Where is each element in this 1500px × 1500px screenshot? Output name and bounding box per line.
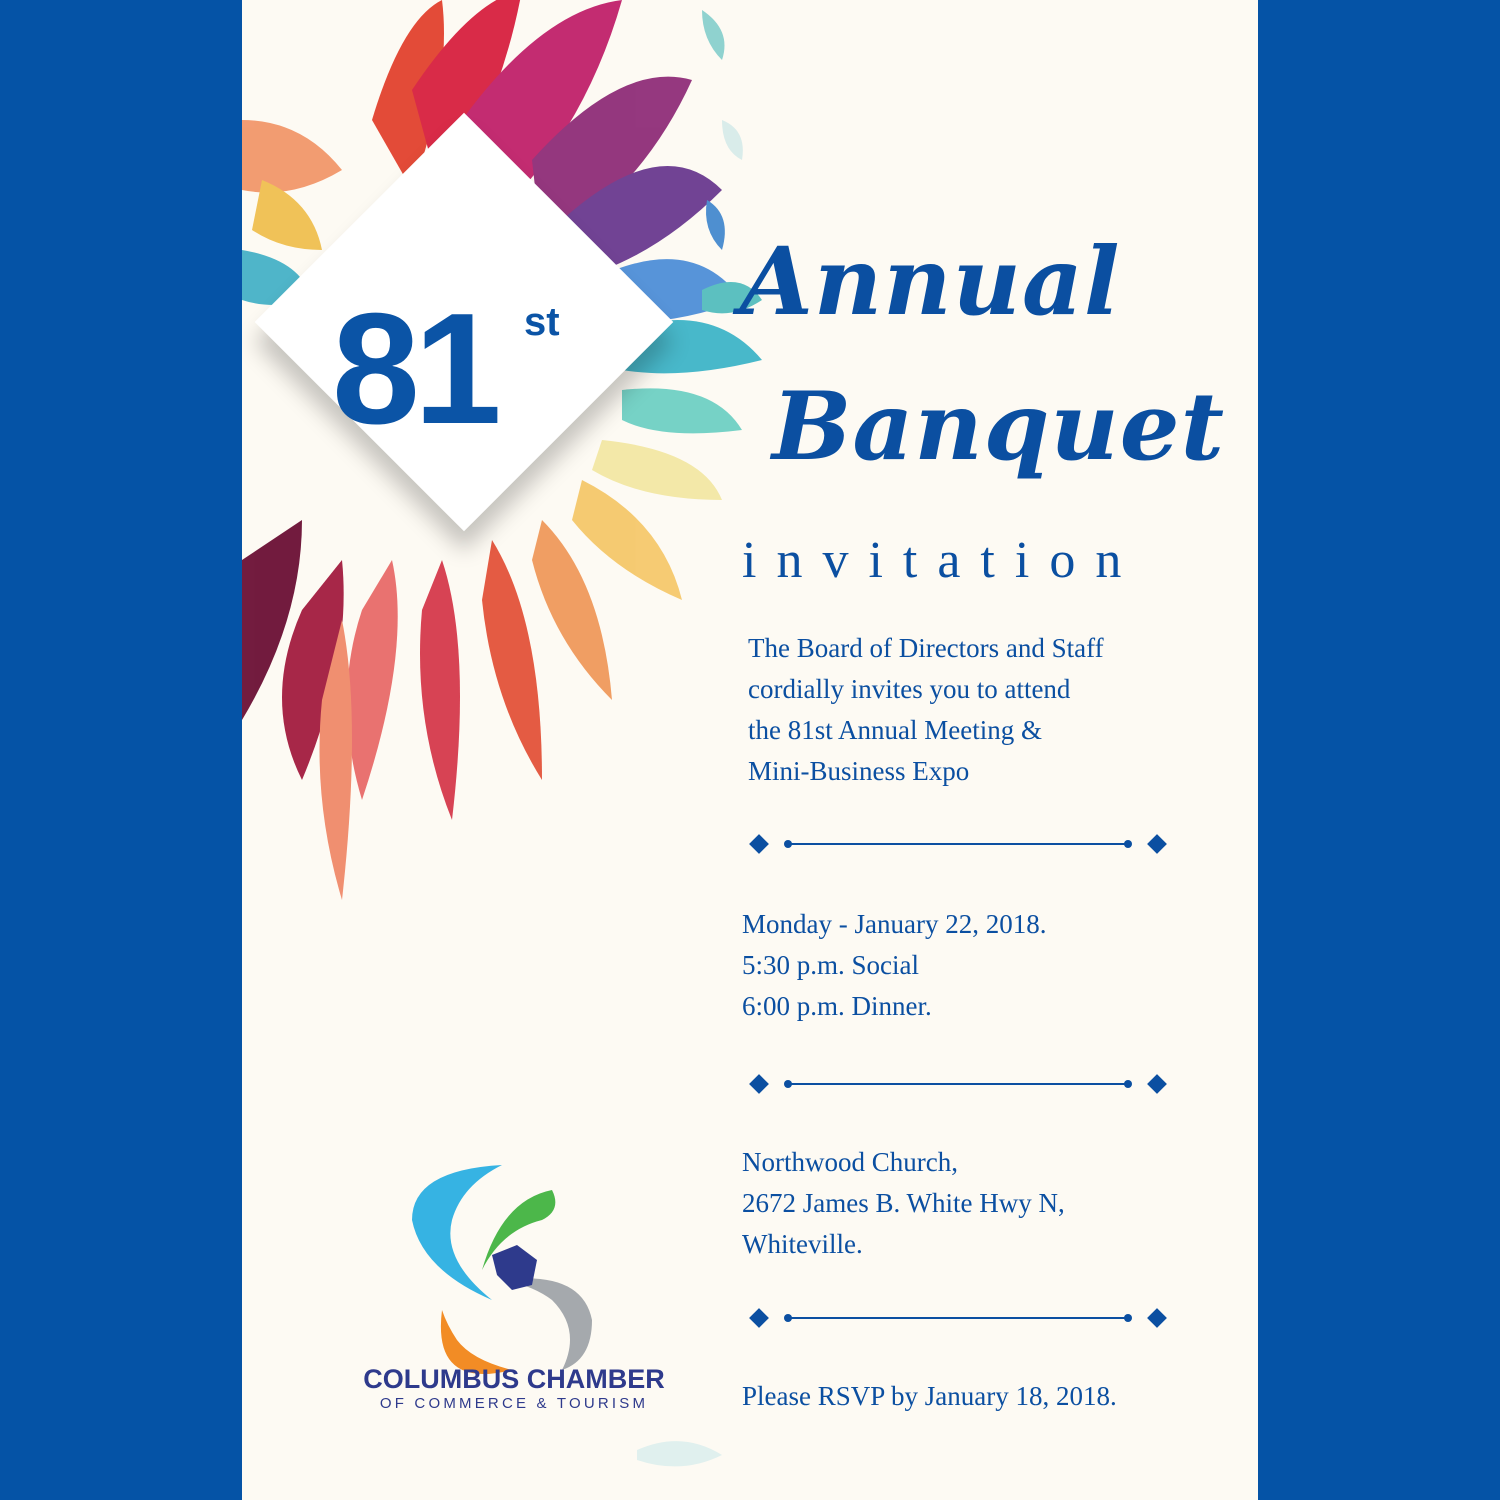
divider-ornament-1: [748, 834, 1168, 858]
divider-ornament-3: [748, 1308, 1168, 1332]
venue-line: Whiteville.: [742, 1229, 863, 1259]
venue-line: 2672 James B. White Hwy N,: [742, 1188, 1065, 1218]
anniversary-badge: [252, 110, 672, 530]
anniversary-suffix: st: [524, 300, 560, 344]
schedule-line: 5:30 p.m. Social: [742, 950, 919, 980]
invitation-card: [242, 0, 1258, 1500]
event-schedule: [742, 904, 1202, 1027]
schedule-line: 6:00 p.m. Dinner.: [742, 991, 932, 1021]
message-line: The Board of Directors and Staff: [748, 633, 1104, 663]
venue-line: Northwood Church,: [742, 1147, 958, 1177]
message-line: cordially invites you to attend: [748, 674, 1071, 704]
subtitle: invitation: [742, 532, 1142, 589]
title-line-2: Banquet: [772, 372, 1225, 482]
event-venue: [742, 1142, 1202, 1265]
rsvp-text: Please RSVP by January 18, 2018.: [742, 1381, 1117, 1411]
organization-tagline: OF COMMERCE & TOURISM: [379, 1395, 649, 1412]
invitation-message: [748, 628, 1208, 792]
message-line: the 81st Annual Meeting &: [748, 715, 1042, 745]
organization-name: COLUMBUS CHAMBER: [363, 1364, 665, 1394]
title-line-1: Annual: [740, 227, 1121, 337]
message-line: Mini-Business Expo: [748, 756, 970, 786]
schedule-line: Monday - January 22, 2018.: [742, 909, 1047, 939]
divider-ornament-2: [748, 1074, 1168, 1098]
anniversary-number: 81: [332, 281, 496, 457]
